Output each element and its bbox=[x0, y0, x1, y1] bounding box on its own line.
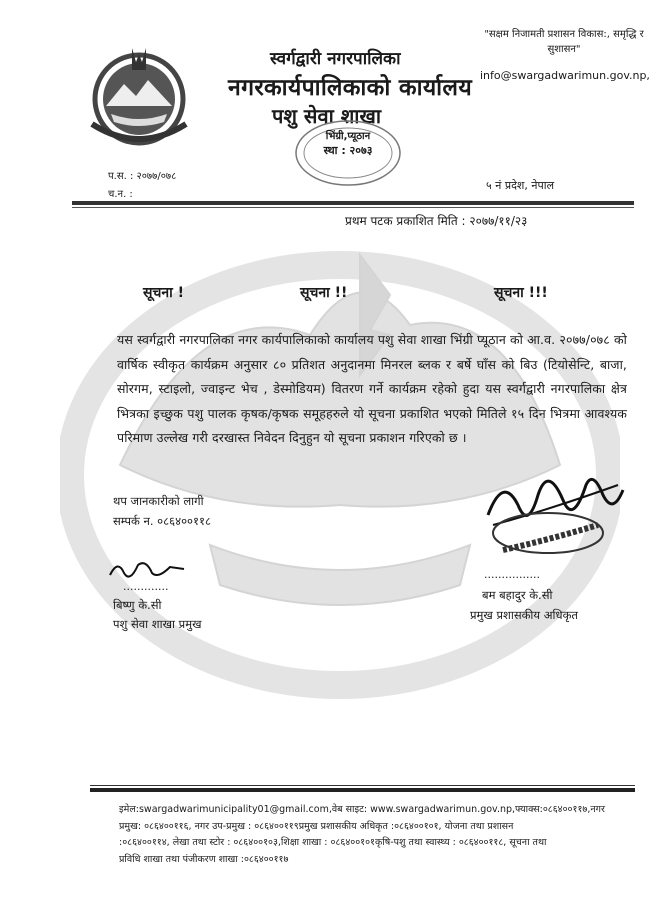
municipality-name: स्वर्गद्वारी नगरपालिका bbox=[270, 49, 401, 69]
notice-heading-1: सूचना ! bbox=[143, 285, 185, 301]
header-divider-thin bbox=[72, 207, 634, 208]
header-divider bbox=[72, 201, 634, 205]
slogan: "सक्षम निजामती प्रशासन विकास:, समृद्धि र सुशासन" bbox=[484, 29, 644, 55]
branch-name: पशु सेवा शाखा bbox=[272, 104, 382, 128]
stamp-line2: स्था : २०७३ bbox=[323, 144, 373, 157]
footer-line-2: प्रमुख: ०८६४००११६, नगर उप-प्रमुख : ०८६४००११९प्रमुख प्रशासकीय अधिकृत :०८६४००१०१, योजना तथा प्रशासन bbox=[119, 820, 514, 832]
notice-heading-2: सूचना !! bbox=[300, 285, 348, 301]
address: ५ नं प्रदेश, नेपाल bbox=[486, 179, 555, 192]
office-stamp bbox=[293, 118, 403, 188]
dispatch-number: च.न. : bbox=[108, 189, 133, 200]
footer-line-4: प्रविधि शाखा तथा पंजीकरण शाखा :०८६४००११७ bbox=[119, 853, 289, 865]
contact-label: थप जानकारीको लागी bbox=[113, 494, 204, 508]
footer-line-3: :०८६४००११४, लेखा तथा स्टोर : ०८६४००१०३,शिक्षा शाखा : ०८६४००१०१कृषि-पशु तथा स्वास्थ्य : ०८६४००११८, सूचना तथा bbox=[119, 837, 547, 848]
signature-line-right: ................ bbox=[484, 568, 540, 581]
signatory-name-left: बिष्णु के.सी bbox=[113, 598, 162, 612]
signatory-title-left: पशु सेवा शाखा प्रमुख bbox=[113, 617, 202, 631]
stamp-line1: भिंग्री,प्यूठान bbox=[325, 131, 371, 142]
office-name: नगरकार्यपालिकाको कार्यालय bbox=[228, 75, 472, 101]
signatory-name-right: बम बहादुर के.सी bbox=[482, 588, 553, 602]
notice-heading-3: सूचना !!! bbox=[494, 285, 548, 301]
signatory-title-right: प्रमुख प्रशासकीय अधिकृत bbox=[470, 608, 578, 622]
notice-body: यस स्वर्गद्वारी नगरपालिका नगर कार्यपालिकाको कार्यालय पशु सेवा शाखा भिंग्री प्यूठान को आ.व. २०७७/०७८ को वार्षिक स्वीकृत कार्यक्रम अनुसार ८० प्रतिशत अनुदानमा मिनरल ब्लक र बर्षे घाँस को बिउ (टियोसेन्टि, बाजा, सोरगम, स्टाइलो, ज्वाइन्ट भेच , डेस्मोडियम) वितरण गर्ने कार्यक्रम रहेको हुदा यस स्वर्गद्वारी नगरपालिका क्षेत्र भित्रका इच्छुक पशु पालक कृषक/कृषक समूहहरुले यो सूचना प्रकाशित भएको मितिले १५ दिन भित्रमा आवश्यक परिमाण उल्लेख गरी दरखास्त निवेदन दिनुहुन यो सूचना प्रकाशन गरिएको छ । bbox=[117, 332, 627, 445]
signature-chief-officer bbox=[468, 455, 628, 565]
reference-number: प.स. : २०७७/०७८ bbox=[108, 171, 177, 182]
nepal-emblem-logo bbox=[86, 44, 192, 150]
footer-contacts bbox=[119, 802, 639, 868]
signature-line-left: ............. bbox=[123, 580, 169, 593]
footer-divider bbox=[90, 788, 635, 792]
header-email: info@swargadwarimun.gov.np, bbox=[480, 69, 650, 82]
contact-number: सम्पर्क न. ०८६४००११८ bbox=[113, 514, 211, 528]
footer-line-1: इमेल:swargadwarimunicipality01@gmail.com,वेब साइट: www.swargadwarimun.gov.np,फ्याक्स:०८६४००११७,नगर bbox=[119, 804, 605, 815]
footer-divider-thin bbox=[90, 785, 635, 786]
published-date: प्रथम पटक प्रकाशित मिति : २०७७/११/२३ bbox=[345, 214, 528, 228]
